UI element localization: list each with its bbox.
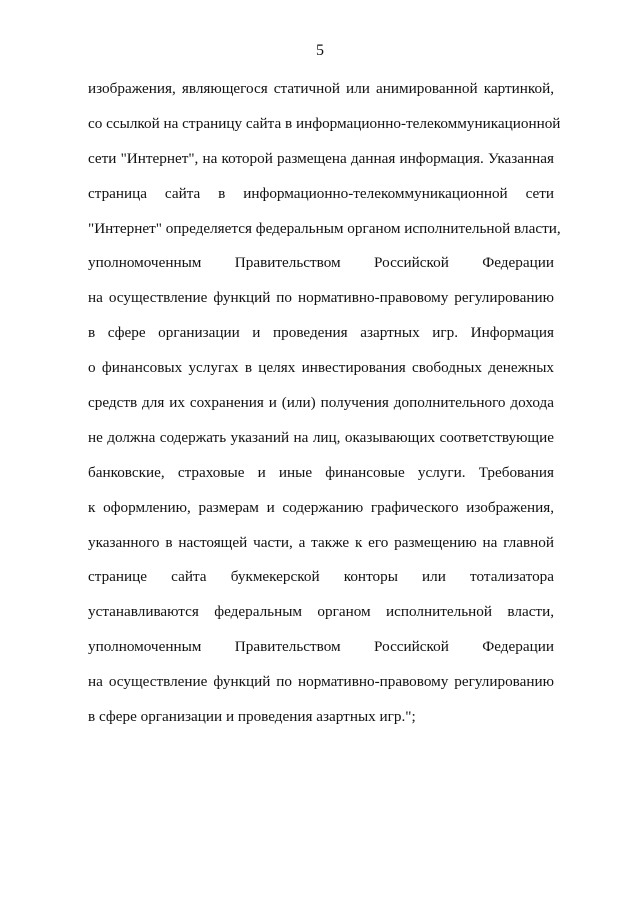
text-line: странице сайта букмекерской конторы или тотализатора — [88, 568, 554, 586]
page-number: 5 — [316, 42, 324, 59]
body-paragraph — [88, 72, 561, 735]
text-line: к оформлению, размерам и содержанию графического изображения, — [88, 498, 554, 516]
text-line: уполномоченным Правительством Российской Федерации — [88, 254, 554, 272]
text-line: страница сайта в информационно-телекоммуникационной сети — [88, 184, 554, 202]
text-line: на осуществление функций по нормативно-правовому регулированию — [88, 673, 554, 691]
text-line: в сфере организации и проведения азартных игр. Информация — [88, 324, 554, 342]
text-line: изображения, являющегося статичной или анимированной картинкой, — [88, 80, 554, 97]
text-line: "Интернет" определяется федеральным органом исполнительной власти, — [88, 219, 561, 237]
text-line: не должна содержать указаний на лиц, оказывающих соответствующие — [88, 428, 554, 446]
text-line: устанавливаются федеральным органом исполнительной власти, — [88, 603, 554, 621]
text-line: уполномоченным Правительством Российской Федерации — [88, 638, 554, 656]
text-line: о финансовых услугах в целях инвестирования свободных денежных — [88, 359, 554, 377]
text-line-last: в сфере организации и проведения азартных игр."; — [88, 708, 416, 726]
text-line: со ссылкой на страницу сайта в информационно-телекоммуникационной — [88, 114, 561, 132]
text-line: средств для их сохранения и (или) получения дополнительного дохода — [88, 394, 554, 412]
text-line: на осуществление функций по нормативно-правовому регулированию — [88, 289, 554, 307]
text-line: указанного в настоящей части, а также к его размещению на главной — [88, 533, 554, 551]
text-line: банковские, страховые и иные финансовые услуги. Требования — [88, 463, 554, 481]
text-line: сети "Интернет", на которой размещена данная информация. Указанная — [88, 149, 554, 167]
